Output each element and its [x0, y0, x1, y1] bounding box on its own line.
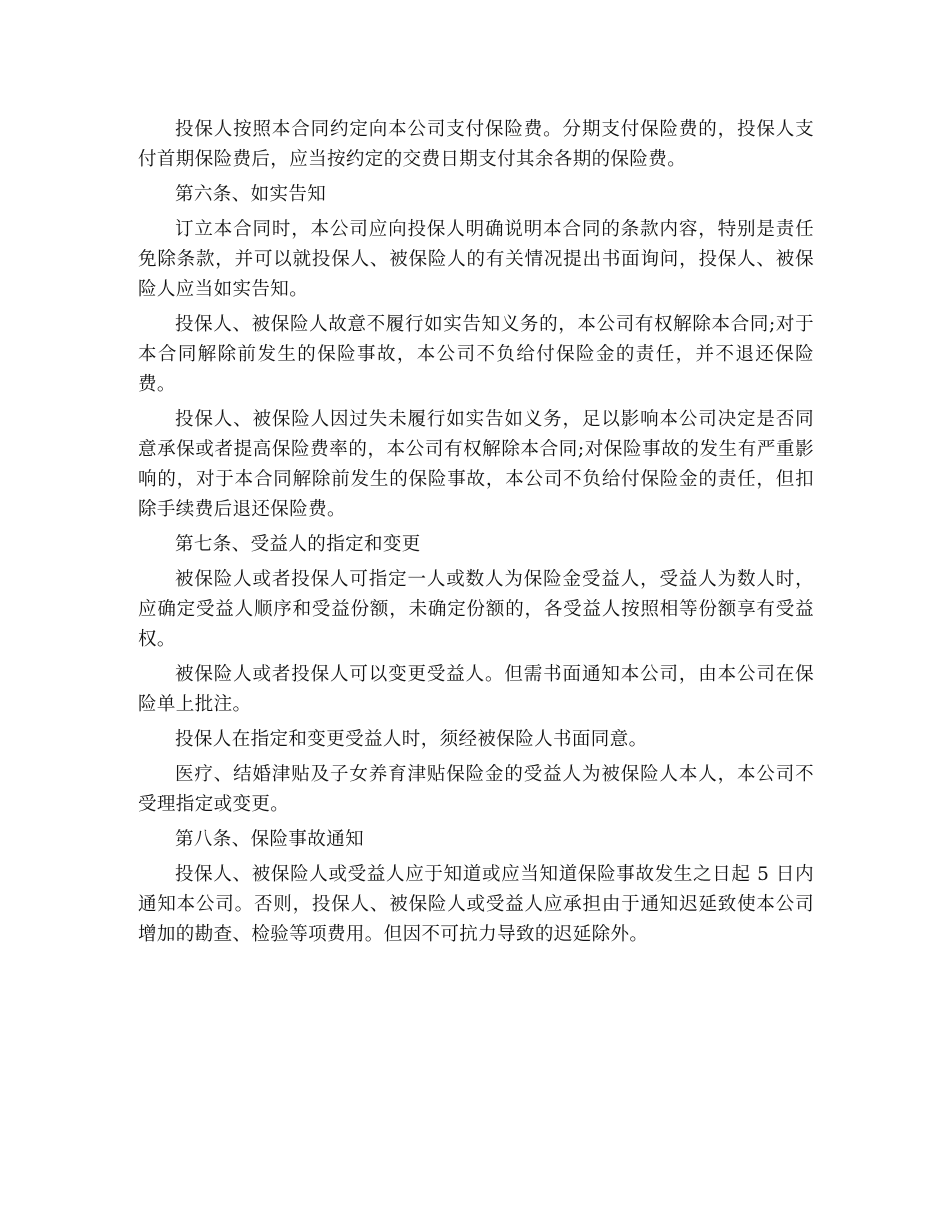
paragraph-beneficiary-change: 被保险人或者投保人可以变更受益人。但需书面通知本公司，由本公司在保险单上批注。 — [138, 664, 814, 715]
heading-article-6: 第六条、如实告知 — [175, 184, 327, 205]
paragraph-negligent-nondisclosure: 投保人、被保险人因过失未履行如实告如义务，足以影响本公司决定是否同意承保或者提高保险费率的，本公司有权解除本合同;对保险事故的发生有严重影响的，对于本合同解除前发生的保险事故，本公司不负给付保险金的责任，但扣除手续费后退还保险费。 — [138, 409, 814, 520]
paragraph-beneficiary-designation: 被保险人或者投保人可指定一人或数人为保险金受益人，受益人为数人时，应确定受益人顺序和受益份额，未确定份额的，各受益人按照相等份额享有受益权。 — [138, 569, 814, 650]
paragraph-disclosure-duty: 订立本合同时，本公司应向投保人明确说明本合同的条款内容，特别是责任免除条款，并可以就投保人、被保险人的有关情况提出书面询问，投保人、被保险人应当如实告知。 — [138, 219, 814, 300]
paragraph-medical-beneficiary: 医疗、结婚津贴及子女养育津贴保险金的受益人为被保险人本人，本公司不受理指定或变更。 — [138, 764, 814, 815]
paragraph-intentional-nondisclosure: 投保人、被保险人故意不履行如实告知义务的，本公司有权解除本合同;对于本合同解除前发生的保险事故，本公司不负给付保险金的责任，并不退还保险费。 — [138, 314, 814, 395]
paragraph-insured-consent: 投保人在指定和变更受益人时，须经被保险人书面同意。 — [175, 729, 648, 750]
heading-article-8: 第八条、保险事故通知 — [175, 829, 365, 850]
paragraph-accident-notification: 投保人、被保险人或受益人应于知道或应当知道保险事故发生之日起 5 日内通知本公司。否则，投保人、被保险人或受益人应承担由于通知迟延致使本公司增加的勘查、检验等项费用。但因不可抗力导致的迟延除外。 — [138, 864, 814, 945]
paragraph-premium-payment: 投保人按照本合同约定向本公司支付保险费。分期支付保险费的，投保人支付首期保险费后，应当按约定的交费日期支付其余各期的保险费。 — [138, 119, 814, 170]
document-body — [138, 115, 814, 955]
heading-article-7: 第七条、受益人的指定和变更 — [175, 534, 421, 555]
